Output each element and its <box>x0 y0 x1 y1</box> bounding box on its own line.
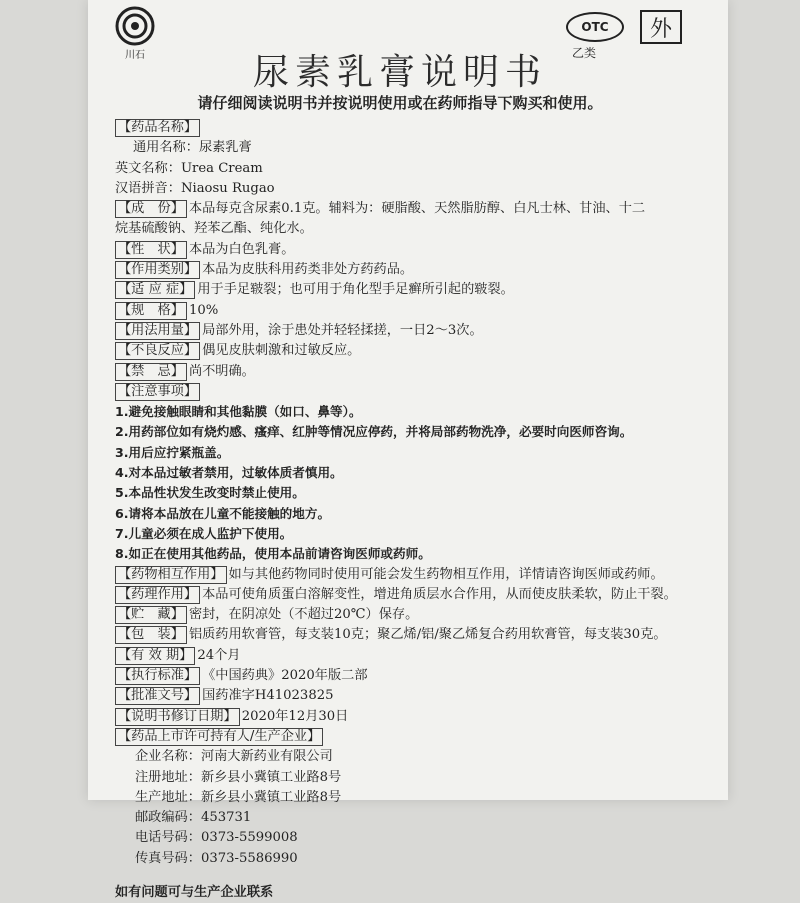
contact-note: 如有问题可与生产企业联系 <box>115 884 274 900</box>
pinyin-row: 汉语拼音：Niaosu Rugao <box>115 180 275 196</box>
note-item: 3.用后应拧紧瓶盖。 <box>115 444 230 460</box>
note-item: 7.儿童必须在成人监护下使用。 <box>115 525 293 541</box>
note-item: 8.如正在使用其他药品，使用本品前请咨询医师或药师。 <box>115 546 431 562</box>
company-name-row: 企业名称：河南大新药业有限公司 <box>135 749 333 765</box>
otc-badge: OTC <box>566 12 624 42</box>
brand-logo <box>112 6 158 60</box>
category-row: 【作用类别】 本品为皮肤科用药类非处方药药品。 <box>115 260 715 280</box>
interaction-row: 【药物相互作用】 如与其他药物同时使用可能会发生药物相互作用，详情请咨询医师或药师。 <box>115 565 715 585</box>
leaflet-body <box>115 118 715 903</box>
validity-row: 【有 效 期】 24个月 <box>115 646 715 666</box>
dosage-row: 【用法用量】 局部外用，涂于患处并轻轻揉搓，一日2～3次。 <box>115 321 715 341</box>
postcode-row: 邮政编码：453731 <box>135 810 252 826</box>
registered-address-row: 注册地址：新乡县小冀镇工业路8号 <box>135 769 342 785</box>
drug-name-heading: 【药品名称】 <box>115 118 715 138</box>
ingredients-row: 【成 份】 本品每克含尿素0.1克。辅料为：硬脂酸、天然脂肪醇、白凡士林、甘油、十二 <box>115 199 715 219</box>
storage-row: 【贮 藏】 密封，在阴凉处（不超过20℃）保存。 <box>115 605 715 625</box>
notes-heading: 【注意事项】 <box>115 382 715 402</box>
page-title: 尿素乳膏说明书 <box>252 52 547 93</box>
english-name-row: 英文名称：Urea Cream <box>115 160 263 176</box>
character-row: 【性 状】 本品为白色乳膏。 <box>115 240 715 260</box>
pharmacology-row: 【药理作用】 本品可使角质蛋白溶解变性，增进角质层水合作用，从而使皮肤柔软，防止干裂。 <box>115 585 715 605</box>
contra-row: 【禁 忌】 尚不明确。 <box>115 362 715 382</box>
phone-row: 电话号码：0373-5599008 <box>135 830 298 846</box>
note-item: 2.用药部位如有烧灼感、瘙痒、红肿等情况应停药，并将局部药物洗净，必要时向医师咨询。 <box>115 424 633 440</box>
note-item: 6.请将本品放在儿童不能接触的地方。 <box>115 505 331 521</box>
holder-heading: 【药品上市许可持有人/生产企业】 <box>115 727 715 747</box>
ingredients-row-cont: 烷基硫酸钠、羟苯乙酯、纯化水。 <box>115 221 313 237</box>
spacer <box>115 869 715 883</box>
svg-text:川石: 川石 <box>125 50 145 60</box>
page-subtitle: 请仔细阅读说明书并按说明使用或在药师指导下购买和使用。 <box>197 94 603 112</box>
standard-row: 【执行标准】 《中国药典》2020年版二部 <box>115 666 715 686</box>
note-item: 1.避免接触眼睛和其他黏膜（如口、鼻等）。 <box>115 404 362 420</box>
fax-row: 传真号码：0373-5586990 <box>135 850 298 866</box>
production-address-row: 生产地址：新乡县小冀镇工业路8号 <box>135 789 342 805</box>
spec-row: 【规 格】 10% <box>115 301 715 321</box>
approval-row: 【批准文号】 国药准字H41023825 <box>115 686 715 706</box>
revision-row: 【说明书修订日期】 2020年12月30日 <box>115 707 715 727</box>
package-row: 【包 装】 铝质药用软膏管，每支装10克；聚乙烯/铝/聚乙烯复合药用软膏管，每支装30克。 <box>115 625 715 645</box>
note-item: 4.对本品过敏者禁用，过敏体质者慎用。 <box>115 465 343 481</box>
indication-row: 【适 应 症】 用于手足皲裂；也可用于角化型手足癣所引起的皲裂。 <box>115 280 715 300</box>
otc-class-label: 乙类 <box>572 46 597 60</box>
note-item: 5.本品性状发生改变时禁止使用。 <box>115 485 305 501</box>
adverse-row: 【不良反应】 偶见皮肤刺激和过敏反应。 <box>115 341 715 361</box>
generic-name-row: 通用名称：尿素乳膏 <box>133 140 252 156</box>
external-use-badge: 外 <box>640 10 682 44</box>
